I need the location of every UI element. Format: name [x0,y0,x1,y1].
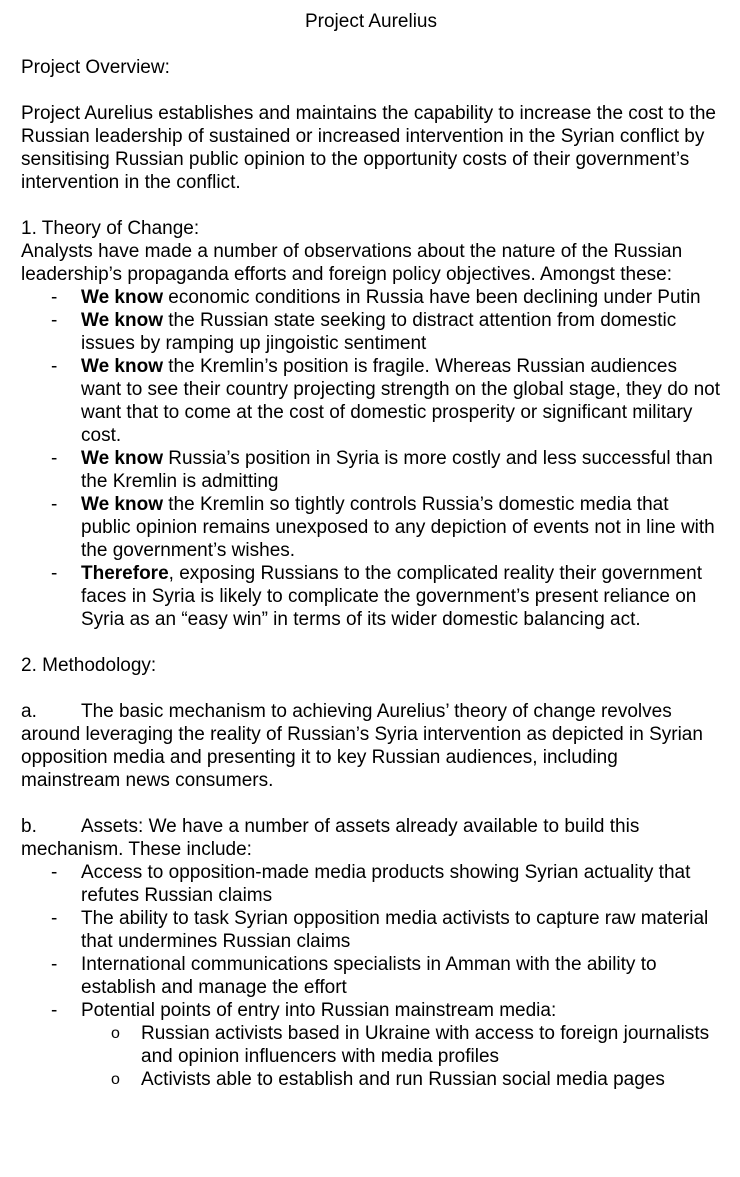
item-text: Potential points of entry into Russian mainstream media: [81,1000,557,1021]
circle-bullet: o [111,1025,120,1042]
dash-bullet: - [51,862,58,883]
methodology-heading: 2. Methodology: [21,655,157,676]
item-lead: We know [81,310,163,331]
item-text: , exposing Russians to the complicated reality their government faces in Syria is likely to complicate the government’s present reliance on Syria as an “easy win” in terms of its wider domestic balancing act. [81,563,702,630]
dash-bullet: - [51,494,58,515]
item-lead: Therefore [81,563,169,584]
spacer [21,33,721,56]
list-item [21,1068,721,1091]
item-text: the Kremlin’s position is fragile. Whereas Russian audiences want to see their country projecting strength on the global stage, they do not want that to come at the cost of domestic prosperity or significant military cost. [81,356,721,446]
item-lead: We know [81,287,163,308]
spacer [21,194,721,217]
assets-list [21,861,721,1022]
theory-list [21,286,721,631]
paragraph-label: b. [21,816,37,837]
overview-paragraph: Project Aurelius establishes and maintains the capability to increase the cost to the Russian leadership of sustained or increased intervention in the Syrian conflict by sensitising Russian public opinion to the opportunity costs of their government’s intervention in the conflict. [21,103,716,193]
item-text: economic conditions in Russia have been declining under Putin [163,287,701,308]
spacer [21,792,721,815]
list-item [21,1022,721,1068]
list-item [21,355,721,447]
list-item [21,907,721,953]
list-item [21,861,721,907]
sub-assets-list [21,1022,721,1091]
dash-bullet: - [51,908,58,929]
paragraph-text: The basic mechanism to achieving Aurelius’ theory of change revolves around leveraging the reality of Russian’s Syria intervention as depicted in Syrian opposition media and presenting it to key Russian audiences, including mainstream news consumers. [21,701,703,791]
dash-bullet: - [51,954,58,975]
paragraph-text: Assets: We have a number of assets already available to build this mechanism. These include: [21,816,640,860]
document-page [21,10,721,1091]
item-lead: We know [81,494,163,515]
spacer [21,79,721,102]
item-text: International communications specialists in Amman with the ability to establish and manage the effort [81,954,657,998]
overview-heading: Project Overview: [21,57,170,78]
list-item [21,562,721,631]
theory-intro: Analysts have made a number of observations about the nature of the Russian leadership’s propaganda efforts and foreign policy objectives. Amongst these: [21,241,683,285]
theory-heading: 1. Theory of Change: [21,218,200,239]
methodology-paragraph-a [21,700,721,792]
item-text: the Kremlin so tightly controls Russia’s domestic media that public opinion remains unexposed to any depiction of events not in line with the government’s wishes. [81,494,715,561]
item-lead: We know [81,356,163,377]
dash-bullet: - [51,448,58,469]
item-text: Access to opposition-made media products showing Syrian actuality that refutes Russian claims [81,862,691,906]
list-item [21,286,721,309]
item-text: The ability to task Syrian opposition media activists to capture raw material that undermines Russian claims [81,908,709,952]
dash-bullet: - [51,356,58,377]
item-text: the Russian state seeking to distract attention from domestic issues by ramping up jingoistic sentiment [81,310,677,354]
dash-bullet: - [51,310,58,331]
dash-bullet: - [51,563,58,584]
spacer [21,631,721,654]
list-item [21,953,721,999]
item-text: Russia’s position in Syria is more costly and less successful than the Kremlin is admitting [81,448,713,492]
item-lead: We know [81,448,163,469]
item-text: Activists able to establish and run Russian social media pages [141,1069,665,1090]
document-title: Project Aurelius [304,11,437,32]
list-item [21,447,721,493]
list-item [21,309,721,355]
dash-bullet: - [51,287,58,308]
circle-bullet: o [111,1071,120,1088]
methodology-paragraph-b [21,815,721,861]
dash-bullet: - [51,1000,58,1021]
list-item [21,999,721,1022]
list-item [21,493,721,562]
paragraph-label: a. [21,701,37,722]
spacer [21,677,721,700]
item-text: Russian activists based in Ukraine with access to foreign journalists and opinion influencers with media profiles [141,1023,710,1067]
